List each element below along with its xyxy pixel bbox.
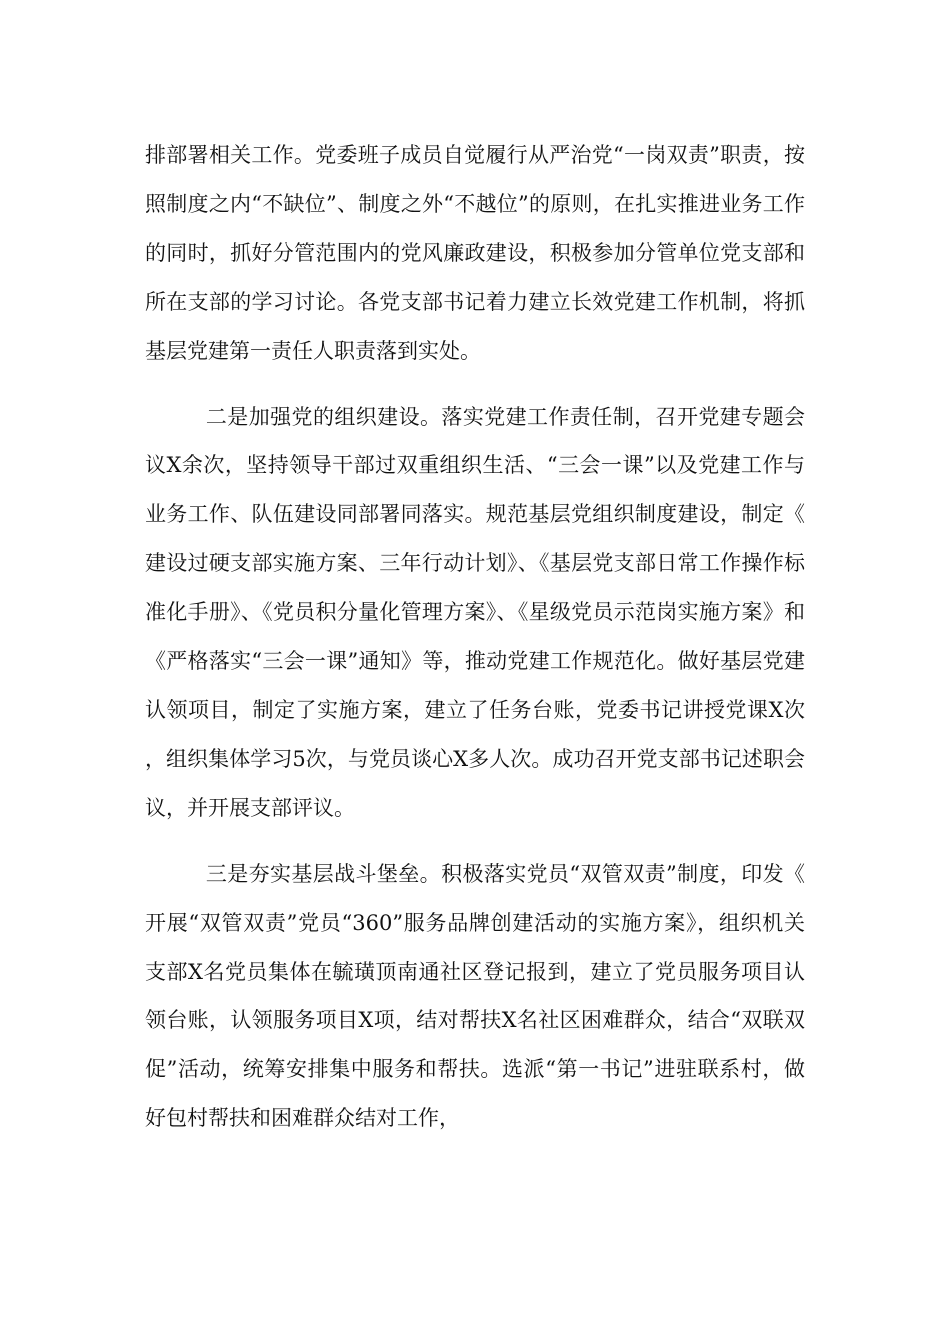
paragraph-continuation: 排部署相关工作。党委班子成员自觉履行从严治党“一岗双责”职责，按照制度之内“不缺位”、制度之外“不越位”的原则，在扎实推进业务工作的同时，抓好分管范围内的党风廉政建设，积极参加分管单位党支部和所在支部的学习讨论。各党支部书记着力建立长效党建工作机制，将抓基层党建第一责任人职责落到实处。 <box>145 143 805 363</box>
document-body <box>145 131 805 1143</box>
paragraph-grassroots-fortress: 三是夯实基层战斗堡垒。积极落实党员“双管双责”制度，印发《开展“双管双责”党员“360”服务品牌创建活动的实施方案》，组织机关支部X名党员集体在毓璜顶南通社区登记报到，建立了党员服务项目认领台账，认领服务项目X项，结对帮扶X名社区困难群众，结合“双联双促”活动，统筹安排集中服务和帮扶。选派“第一书记”进驻联系村，做好包村帮扶和困难群众结对工作， <box>145 861 805 1131</box>
paragraph-organization-building: 二是加强党的组织建设。落实党建工作责任制，召开党建专题会议X余次，坚持领导干部过双重组织生活、“三会一课”以及党建工作与业务工作、队伍建设同部署同落实。规范基层党组织制度建设，制定《建设过硬支部实施方案、三年行动计划》、《基层党支部日常工作操作标准化手册》、《党员积分量化管理方案》、《星级党员示范岗实施方案》和《严格落实“三会一课”通知》等，推动党建工作规范化。做好基层党建认领项目，制定了实施方案，建立了任务台账，党委书记讲授党课X次，组织集体学习5次，与党员谈心X多人次。成功召开党支部书记述职会议，并开展支部评议。 <box>145 404 805 820</box>
